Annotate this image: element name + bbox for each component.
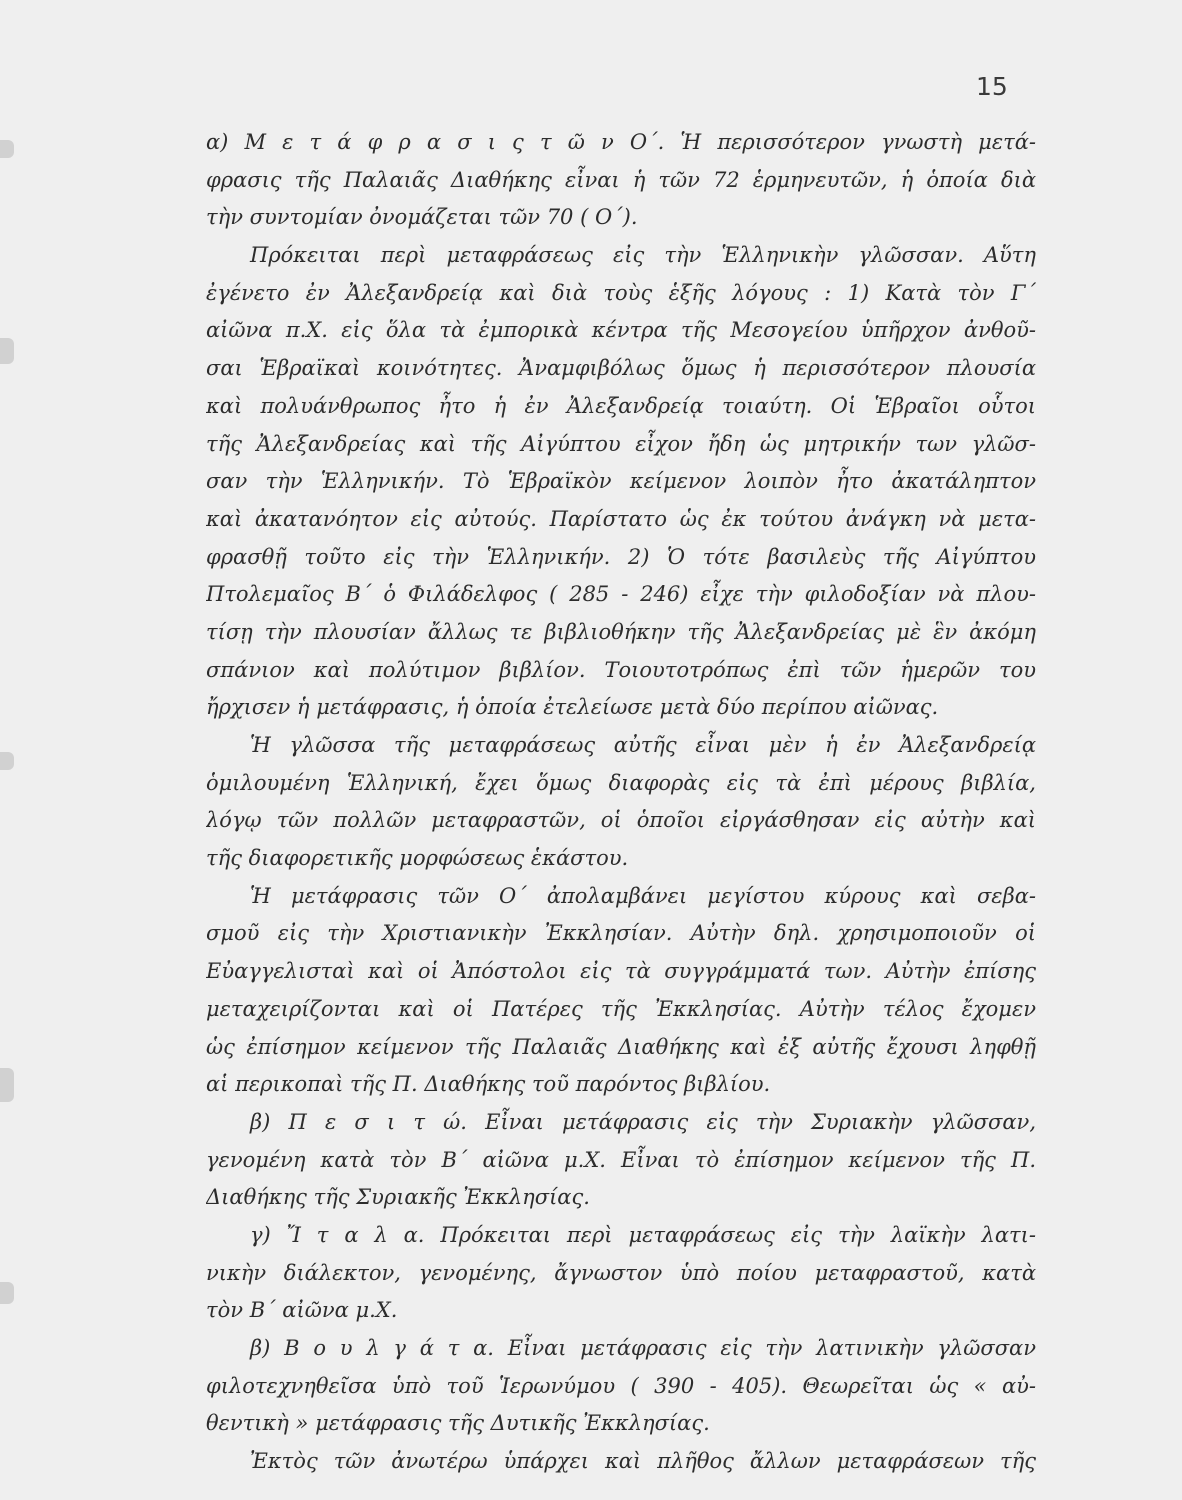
- text-line: θεντικὴ » μετάφρασις τῆς Δυτικῆς Ἐκκλησίας.: [206, 1411, 710, 1436]
- scan-edge-mark: [0, 1282, 14, 1304]
- text-line: φρασθῇ τοῦτο εἰς τὴν Ἑλληνικήν. 2) Ὁ τότε βασιλεὺς τῆς Αἰγύπτου: [206, 544, 1036, 569]
- text-line: τῆς Ἀλεξανδρείας καὶ τῆς Αἰγύπτου εἶχον ἤδη ὡς μητρικήν των γλῶσ-: [206, 431, 1036, 456]
- text-line: Διαθήκης τῆς Συριακῆς Ἐκκλησίας.: [206, 1185, 590, 1210]
- text-line: ὡς ἐπίσημον κείμενον τῆς Παλαιᾶς Διαθήκης καὶ ἐξ αὐτῆς ἔχουσι ληφθῇ: [206, 1034, 1036, 1059]
- text-line: καὶ ἀκατανόητον εἰς αὐτούς. Παρίστατο ὡς ἐκ τούτου ἀνάγκη νὰ μετα-: [206, 506, 1036, 531]
- scan-edge-mark: [0, 338, 14, 364]
- text-line: α) Μ ε τ ά φ ρ α σ ι ς τ ῶ ν Ο΄. Ἡ περισσότερον γνωστὴ μετά-: [206, 130, 1036, 154]
- text-line: λόγῳ τῶν πολλῶν μεταφραστῶν, οἱ ὁποῖοι εἰργάσθησαν εἰς αὐτὴν καὶ: [206, 808, 1036, 833]
- text-line: ἐγένετο ἐν Ἀλεξανδρείᾳ καὶ διὰ τοὺς ἑξῆς λόγους : 1) Κατὰ τὸν Γ΄: [206, 280, 1036, 305]
- text-line: Πρόκειται περὶ μεταφράσεως εἰς τὴν Ἑλληνικὴν γλῶσσαν. Αὕτη: [250, 243, 1036, 268]
- text-line: Ἡ γλῶσσα τῆς μεταφράσεως αὐτῆς εἶναι μὲν ἡ ἐν Ἀλεξανδρείᾳ: [250, 733, 1036, 757]
- text-line: γενομένη κατὰ τὸν Β΄ αἰῶνα μ.Χ. Εἶναι τὸ ἐπίσημον κείμενον τῆς Π.: [206, 1147, 1036, 1172]
- text-line: καὶ πολυάνθρωπος ἦτο ἡ ἐν Ἀλεξανδρείᾳ τοιαύτη. Οἱ Ἑβραῖοι οὗτοι: [206, 393, 1036, 418]
- text-line: φιλοτεχνηθεῖσα ὑπὸ τοῦ Ἱερωνύμου ( 390 - 405). Θεωρεῖται ὡς « αὐ-: [206, 1373, 1036, 1398]
- text-line: σαν τὴν Ἑλληνικήν. Τὸ Ἑβραϊκὸν κείμενον λοιπὸν ἦτο ἀκατάληπτον: [206, 469, 1036, 494]
- scan-edge-mark: [0, 1068, 14, 1102]
- text-line: μεταχειρίζονται καὶ οἱ Πατέρες τῆς Ἐκκλησίας. Αὐτὴν τέλος ἔχομεν: [206, 996, 1036, 1021]
- text-line: σαι Ἑβραϊκαὶ κοινότητες. Ἀναμφιβόλως ὅμως ἡ περισσότερον πλουσία: [206, 356, 1036, 381]
- text-line: νικὴν διάλεκτον, γενομένης, ἄγνωστον ὑπὸ ποίου μεταφραστοῦ, κατὰ: [206, 1260, 1036, 1285]
- text-line: αἰῶνα π.Χ. εἰς ὅλα τὰ ἐμπορικὰ κέντρα τῆς Μεσογείου ὑπῆρχον ἀνθοῦ-: [206, 318, 1036, 343]
- text-line: Ἡ μετάφρασις τῶν Ο΄ ἀπολαμβάνει μεγίστου κύρους καὶ σεβα-: [250, 883, 1036, 908]
- text-line: β) Π ε σ ι τ ώ. Εἶναι μετάφρασις εἰς τὴν Συριακὴν γλῶσσαν,: [250, 1109, 1036, 1134]
- text-line: τίσῃ τὴν πλουσίαν ἄλλως τε βιβλιοθήκην τῆς Ἀλεξανδρείας μὲ ἓν ἀκόμη: [206, 619, 1036, 644]
- text-line: τὴν συντομίαν ὀνομάζεται τῶν 70 ( Ο΄).: [206, 205, 638, 230]
- text-line: β) Β ο υ λ γ ά τ α. Εἶναι μετάφρασις εἰς τὴν λατινικὴν γλῶσσαν: [250, 1336, 1036, 1360]
- text-line: Εὐαγγελισταὶ καὶ οἱ Ἀπόστολοι εἰς τὰ συγγράμματά των. Αὐτὴν ἐπίσης: [206, 959, 1036, 984]
- text-line: σμοῦ εἰς τὴν Χριστιανικὴν Ἐκκλησίαν. Αὐτὴν δηλ. χρησιμοποιοῦν οἱ: [206, 921, 1036, 946]
- text-line: αἱ περικοπαὶ τῆς Π. Διαθήκης τοῦ παρόντος βιβλίου.: [206, 1072, 771, 1097]
- text-line: σπάνιον καὶ πολύτιμον βιβλίον. Τοιουτοτρόπως ἐπὶ τῶν ἡμερῶν του: [206, 657, 1036, 682]
- text-line: φρασις τῆς Παλαιᾶς Διαθήκης εἶναι ἡ τῶν 72 ἑρμηνευτῶν, ἡ ὁποία διὰ: [206, 167, 1036, 192]
- text-line: ἤρχισεν ἡ μετάφρασις, ἡ ὁποία ἐτελείωσε μετὰ δύο περίπου αἰῶνας.: [206, 695, 939, 720]
- text-line: τῆς διαφορετικῆς μορφώσεως ἑκάστου.: [206, 846, 629, 871]
- text-line: Ἐκτὸς τῶν ἀνωτέρω ὑπάρχει καὶ πλῆθος ἄλλων μεταφράσεων τῆς: [250, 1449, 1036, 1474]
- text-line: ὁμιλουμένη Ἑλληνική, ἔχει ὅμως διαφορὰς εἰς τὰ ἐπὶ μέρους βιβλία,: [206, 770, 1036, 795]
- text-line: γ) Ἴ τ α λ α. Πρόκειται περὶ μεταφράσεως εἰς τὴν λαϊκὴν λατι-: [250, 1222, 1036, 1247]
- text-line: τὸν Β΄ αἰῶνα μ.Χ.: [206, 1298, 398, 1323]
- scan-edge-mark: [0, 752, 14, 770]
- body-text: [206, 124, 1036, 1481]
- page-number: 15: [976, 72, 1008, 101]
- scan-edge-mark: [0, 140, 14, 158]
- text-line: Πτολεμαῖος Β΄ ὁ Φιλάδελφος ( 285 - 246) εἶχε τὴν φιλοδοξίαν νὰ πλου-: [206, 582, 1036, 607]
